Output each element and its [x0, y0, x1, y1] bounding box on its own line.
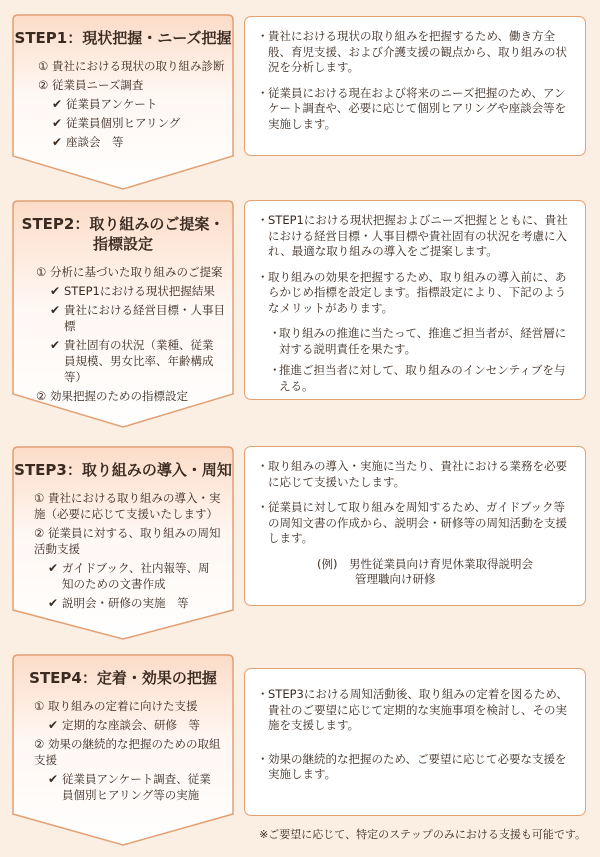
- step3-item-1: ① 貴社における取り組みの導入・実施（必要に応じて支援いたします）: [34, 491, 221, 521]
- step4-check-1: ✔ 定期的な座談会、研修 等: [48, 718, 200, 732]
- check-icon: ✔: [52, 97, 63, 111]
- check-icon: ✔: [50, 303, 61, 317]
- step2-check-1: ✔ STEP1における現状把握結果: [50, 284, 215, 298]
- step3-desc-2: ・ 従業員に対して取り組みを周知するため、ガイドブック等の周知文書の作成から、説明会・研修等の周知活動を支援します。: [257, 500, 567, 545]
- step3-example: (例) 男性従業員向け育児休業取得説明会 管理職向け研修: [317, 556, 533, 586]
- step2-panel: [12, 200, 234, 428]
- step4-panel: [12, 654, 234, 846]
- step1-item-2: ② 従業員ニーズ調査: [38, 78, 144, 92]
- step1-item-1: ① 貴社における現状の取り組み診断: [38, 59, 225, 73]
- step1-desc-2: ・ 従業員における現在および将来のニーズ把握のため、アンケート調査や、必要に応じて個別ヒアリングや座談会等を実施します。: [257, 85, 567, 131]
- step3-desc-1: ・ 取り組みの導入・実施に当たり、貴社における業務を必要に応じて支援いたします。: [257, 459, 567, 489]
- check-icon: ✔: [52, 116, 63, 130]
- step4-title: STEP4：定着・効果の把握: [29, 669, 217, 687]
- step1-check-3: ✔ 座談会 等: [52, 135, 124, 149]
- step3-title: STEP3：取り組みの導入・周知: [14, 461, 232, 479]
- step2-description-box: [244, 200, 586, 400]
- step3-check-2: ✔ 説明会・研修の実施 等: [48, 596, 189, 610]
- step4-check-2: ✔ 従業員アンケート調査、従業員個別ヒアリング等の実施: [48, 772, 211, 802]
- check-icon: ✔: [50, 338, 61, 352]
- step3-item-2: ② 従業員に対する、取り組みの周知活動支援: [34, 526, 221, 556]
- footnote: ※ご要望に応じて、特定のステップのみにおける支援も可能です。: [259, 828, 586, 841]
- step3-description-box: [244, 446, 586, 606]
- step4-desc-1: ・ STEP3における周知活動後、取り組みの定着を図るため、貴社のご要望に応じて定期的な実施事項を検討し、その実施を支援します。: [257, 687, 568, 732]
- check-icon: ✔: [48, 772, 59, 786]
- step1-description-box: [244, 16, 586, 156]
- step2-merit-1: ・ 取り組みの推進に当たって、推進ご担当者が、経営層に対する説明責任を果たす。: [269, 326, 567, 356]
- step2-desc-2: ・ 取り組みの効果を把握するため、取り組みの導入前に、あらかじめ指標を設定します。指標設定により、下記のようなメリットがあります。: [257, 269, 567, 315]
- step2-merit-2: ・ 推進ご担当者に対して、取り組みのインセンティブを与える。: [269, 363, 566, 393]
- step1-desc-1: ・ 貴社における現状の取り組みを把握するため、働き方全般、育児支援、および介護支援の観点から、取り組みの状況を分析します。: [257, 29, 567, 74]
- step2-check-2: ✔ 貴社における経営目標・人事目標: [50, 303, 225, 333]
- step1-check-1: ✔ 従業員アンケート: [52, 97, 158, 111]
- step3-check-1: ✔ ガイドブック、社内報等、周知のための文書作成: [48, 561, 210, 591]
- check-icon: ✔: [50, 284, 61, 298]
- check-icon: ✔: [48, 596, 59, 610]
- step1-panel: [12, 14, 234, 190]
- step2-title: STEP2：取り組みのご提案・ 指標設定: [21, 215, 225, 253]
- step1-title: STEP1：現状把握・ニーズ把握: [14, 29, 232, 47]
- step2-item-2: ② 効果把握のための指標設定: [36, 389, 188, 403]
- step2-desc-1: ・ STEP1における現状把握およびニーズ把握とともに、貴社における経営目標・人事目標や貴社固有の状況を考慮に入れ、最適な取り組みの導入をご提案します。: [257, 213, 568, 258]
- check-icon: ✔: [52, 135, 63, 149]
- step1-check-2: ✔ 従業員個別ヒアリング: [52, 116, 181, 130]
- step4-item-2: ② 効果の継続的な把握のための取組支援: [34, 737, 221, 767]
- step2-item-1: ① 分析に基づいた取り組みのご提案: [36, 265, 223, 279]
- step4-item-1: ① 取り組みの定着に向けた支援: [34, 699, 198, 713]
- step4-description-box: [244, 668, 586, 816]
- check-icon: ✔: [48, 718, 59, 732]
- step2-check-3: ✔ 貴社固有の状況（業種、従業員規模、男女比率、年齢構成等）: [50, 338, 214, 384]
- step4-desc-2: ・ 効果の継続的な把握のため、ご要望に応じて必要な支援を実施します。: [257, 751, 567, 781]
- check-icon: ✔: [48, 561, 59, 575]
- step3-panel: [12, 446, 234, 640]
